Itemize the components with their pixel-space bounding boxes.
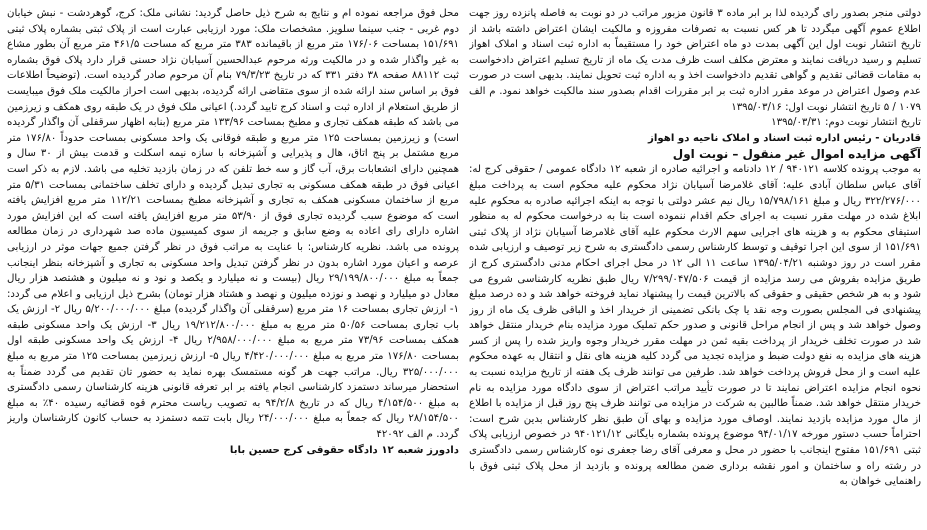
right-column — [469, 6, 921, 526]
notice1-tail-text: دولتی منجر بصدور رای گردیده لذا بر ابر ماده ۳ قانون مزبور مراتب در دو نوبت به فاصله پانزده روز جهت اطلاع عموم آگهی میگردد تا هر کس نسبت به تصرفات مفروزه و مالکیت ایشان اعتراض داشته باشد از تاریخ انتشار نوبت اول این آگهی بمدت دو ماه اعتراض خود را مستقیماً به اداره ثبت اسناد و املاک اهواز تسلیم و رسید دریافت نمایند و معترض مکلف است ظرف مدت یک ماه از تاریخ تسلیم اعتراض دادخواست به مقامات قضائی تقدیم و گواهی تقدیم دادخواست اخذ و به اداره ثبت تحویل نمایند. بدیهی است در صورت عدم وصول اعتراض در موعد مقرر اداره ثبت بر ابر مقررات اقدام بصدور سند مالکیت خواهد نمود. م الف ۱۰۷۹ / ۵ تاریخ انتشار نوبت اول: ۱۳۹۵/۰۳/۱۶ — [469, 8, 921, 113]
auction-ad-continuation: محل فوق مراجعه نموده ام و نتایج به شرح ذیل حاصل گردید: نشانی ملک: کرج، گوهردشت - نبش خیابان دوم غربی - جنب سینما سلویز. مشخصات ملک: مورد ارزیابی عبارت است از پلاک ثبتی بشماره پلاک ثبتی ۱۵۱/۶۹۱ بمساحت ۱۷۶/۰۶ متر مربع از باقیمانده ۳۸۳ متر مربع که مساحت ۴۶۱/۵ متر مربع آن بطور مشاع به غیر واگذار شده و در مالکیت ورثه مرحوم عبدالحسین آسیابان نژاد حسنی قرار دارد پلاک فوق بشماره ثبت ۸۸۱۱۲ صفحه ۳۸ دفتر ۳۳۱ که در تاریخ ۷۹/۳/۲۳ بنام آن مرحوم صادر گردیده است. (توضیحاً اطلاعات فوق بر اساس سند ارائه شده از سوی متقاضی ارائه گردیده، بدیهی است احراز مالکیت ملک فوق میبایست از طریق استعلام از اداره ثبت و اسناد کرج تایید گردد.) اعیانی ملک فوق در یک طبقه روی همکف و زیرزمین می باشد که طبقه همکف تجاری و مطبخ بمساحت ۱۳۳/۹۶ متر مربع (بنابه اظهار سرقفلی آن واگذار گردیده است) و زیرزمین بمساحت ۱۲۵ متر مربع و طبقه فوقانی یک واحد مسکونی بمساحت حدوداً ۱۷۶/۸۰ متر مربع مشتمل بر پنج اتاق، هال و پذیرایی و آشپزخانه با سازه نیمه اسکلت و قدمت بیش از ۳۰ سال و همچنین دارای انشعابات برق، آب گاز و سه خط تلفن که در زمان بازدید تخلیه می باشد. لازم به ذکر است اعیانی فوق در طبقه همکف مسکونی به تجاری تبدیل گردیده و دارای تخلف ساختمانی بمساحت ۵/۳۱ متر مربع از ساختمان مسکونی همکف به تجاری و آشپزخانه مطبخ بمساحت ۱۱۲/۲۱ متر مربع افزایش یافته است که موضوع سبب گردیده تجاری فوق از ۵۳/۹۰ متر مربع افزایش یافته است که این افزایش مورد اشاره دارای رای اعاده به وضع سابق و جریمه از سوی کمیسیون ماده صد شهرداری در زمان مطالعه پرونده می باشد. نظریه کارشناس: با عنایت به مراتب فوق در نظر گرفتن جمیع جهات موثر در ارزیابی عرصه و اعیان مورد اشاره بدون در نظر گرفتن تبدیل واحد مسکونی به تجاری و آشپزخانه بنظر اینجانب جمعاً به مبلغ ۲۹/۱۹۹/۸۰۰/۰۰۰ ریال (بیست و نه میلیارد و یکصد و نود و نه میلیون و هشتصد هزار ریال معادل دو میلیارد و نهصد و نوزده میلیون و نهصد و هشتاد هزار تومان) بشرح ذیل ارزیابی و اعلام می گردد: ۱- ارزش تجاری بمساحت ۱۶ متر مربع (سرقفلی آن واگذار گردیده) مبلغ ۵/۲۰۰/۰۰۰/۰۰۰ ریال ۲- ارزش یک باب تجاری بمساحت ۵۰/۵۶ متر مربع به مبلغ ۱۹/۲۱۲/۸۰۰/۰۰۰ ریال ۳- ارزش یک واحد مسکونی طبقه همکف بمساحت ۷۳/۹۶ متر مربع به مبلغ ۲/۹۵۸/۰۰۰/۰۰۰ ریال ۴- ارزش یک واحد مسکونی طبقه اول بمساحت ۱۷۶/۸۰ متر مربع به مبلغ ۴/۴۲۰/۰۰۰/۰۰۰ ریال ۵- ارزش زیرزمین بمساحت ۱۲۵ متر مربع به مبلغ ۳۲۵/۰۰۰/۰۰۰ ریال. مراتب جهت هر گونه مستمسک بهره نماید به حضور تان تقدیم می گردد ضمناً به استحضار میرساند دستمزد کارشناسی انجام یافته بر ابر تعرفه قانونی هزینه کارشناسان رسمی دادگستری به مبلغ ۴/۱۵۴/۵۰۰ ریال که در تاریخ ۹۴/۲/۸ به تصویب ریاست محترم قوه قضائیه رسیده ۴۰٪ به مبلغ ۲۸/۱۵۴/۵۰۰ ریال که جمعاً به مبلغ ۲۴/۰۰۰/۰۰۰ ریال بابت تتمه دستمزد به حساب کانون کارشناسان واریز گردد. م الف ۴۲۰۹۲ — [7, 8, 459, 441]
auction-ad-title: آگهی مزایده اموال غیر منقول – نوبت اول — [672, 147, 921, 162]
auction-ad-footer: دادورز شعبه ۱۲ دادگاه حقوقی کرج حسین بابا — [229, 444, 459, 456]
auction-ad-body: به موجب پرونده کلاسه ۹۴۰۱۲۱ / ۱۲ دادنامه و اجرائیه صادره از شعبه ۱۲ دادگاه عمومی / حقوقی کرج له: آقای عباس سلطان آبادی علیه: آقای غلامرضا آسیابان نژاد محکوم علیه محکوم است به پرداخت مبلغ ۳۲۲/۲۷۶/۰۰۰ ریال و مبلغ ۱۵/۷۹۸/۱۶۱ ریال نیم عشر دولتی با توجه به اینکه اجرائیه صادره به محکوم علیه ابلاغ شده در مهلت مقرر نسبت به اجرای حکم اقدام ننموده است بنا به درخواست محکوم له به منظور استیفای محکوم به و هزینه های اجرایی سهم الارث محکوم علیه آقای غلامرضا آسیابان نژاد از پلاک ثبتی ۱۵۱/۶۹۱ از سوی این اجرا توقیف و توسط کارشناس رسمی دادگستری به شرح زیر توصیف و ارزیابی شده مقرر است در روز دوشنبه ۱۳۹۵/۰۴/۲۱ ساعت ۱۱ الی ۱۲ در محل اجرای احکام مدنی دادگستری کرج از طریق مزایده بفروش می رسد مزایده از قیمت ۷/۲۹۹/۰۴۷/۵۰۶ ریال طبق نظریه کارشناسی شروع می شود و به هر شخص حقیقی و حقوقی که بالاترین قیمت را پیشنهاد نماید فروخته خواهد شد و ده درصد مبلغ پیشنهادی فی المجلس بصورت وجه نقد یا چک بانکی تضمینی از خریدار اخذ و الباقی ظرف یک ماه از روز وصول خواهد شد و پس از انجام مراحل قانونی و صدور حکم تملیک مورد مزایده بنام خریدار منتقل خواهد شد در صورت تخلف خریدار از پرداخت بقیه ثمن در مهلت مقرر خریدار وجوه واریز شده را پس از کسر هزینه های مزایده به نفع دولت ضبط و مزایده تجدید می گردد کلیه هزینه های نقل و انتقال به عهده محکوم علیه است و از محل فروش پرداخت خواهد شد. طرفین می توانند ظرف یک هفته از تاریخ مزایده نسبت به نحوه انجام مزایده اعتراض نمایند تا در صورت تأیید مراتب اعتراض از سوی دادگاه مورد مزایده به نام خریدار منتقل خواهد شد. ضمناً طالبین به شرکت در مزایده می توانند ظرف پنج روز قبل از مزایده با اطلاع از مال مورد مزایده بازدید نمایند. اوصاف مورد مزایده و بهای آن طبق نظر کارشناس بدین شرح است: احتراماً حسب دستور مورخه ۹۴/۰۱/۱۷ موضوع پرونده بشماره بایگانی ۹۴۰۱۲۱/۱۲ در خصوص ارزیابی پلاک ثبتی ۱۵۱/۶۹۱ مفتوح اینجانب با حضور در محل و معرفی آقای رضا جعفری نوه کارشناس رسمی دادگستری در رشته راه و ساختمان و امور نقشه برداری ضمن مطالعه پرونده و بازدید از محل پلاک ثبتی فوق با راهنمایی خواهان به — [469, 164, 921, 488]
left-column — [7, 6, 459, 526]
notice1-signature: قادریان - رئیس اداره ثبت اسناد و املاک ناحیه دو اهواز — [648, 132, 921, 144]
notice1-second-date: تاریخ انتشار نوبت دوم: ۱۳۹۵/۰۳/۳۱ — [771, 117, 921, 129]
